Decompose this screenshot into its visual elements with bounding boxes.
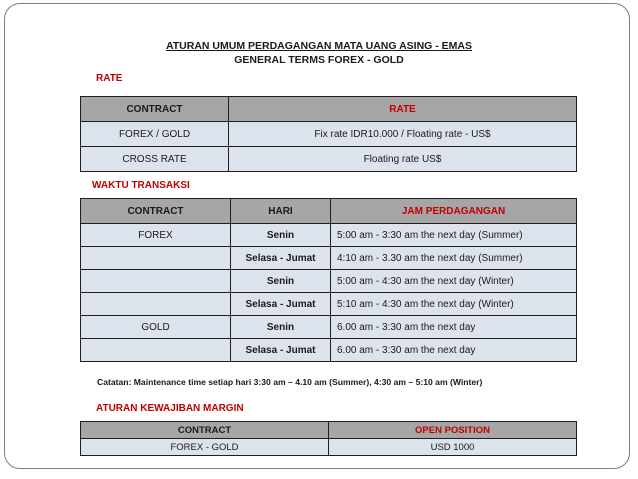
table-cell: FOREX - GOLD — [81, 439, 329, 456]
table-cell: 5:10 am - 4:30 am the next day (Winter) — [331, 293, 577, 316]
table-cell: USD 1000 — [329, 439, 577, 456]
table-cell: Senin — [231, 270, 331, 293]
table-header-row — [81, 422, 577, 439]
table-row — [81, 247, 577, 270]
header-cell: CONTRACT — [81, 97, 229, 122]
table-cell: Floating rate US$ — [229, 147, 577, 172]
table-cell: 5:00 am - 3:30 am the next day (Summer) — [331, 224, 577, 247]
table-cell — [81, 247, 231, 270]
table-cell — [81, 293, 231, 316]
table-cell: Selasa - Jumat — [231, 247, 331, 270]
table-header-row — [81, 199, 577, 224]
table-row — [81, 339, 577, 362]
maintenance-note: Catatan: Maintenance time setiap hari 3:30 am – 4.10 am (Summer), 4:30 am – 5:10 am (Winter) — [97, 377, 483, 387]
title-line-1: ATURAN UMUM PERDAGANGAN MATA UANG ASING - EMAS — [165, 40, 473, 52]
table-cell: Selasa - Jumat — [231, 339, 331, 362]
margin-table — [80, 421, 577, 456]
table-cell: FOREX — [81, 224, 231, 247]
table-row — [81, 122, 577, 147]
rate-table — [80, 96, 577, 172]
title-line-2: GENERAL TERMS FOREX - GOLD — [234, 54, 404, 66]
table-row — [81, 316, 577, 339]
table-cell: Senin — [231, 316, 331, 339]
header-cell: CONTRACT — [81, 422, 329, 439]
header-cell: CONTRACT — [81, 199, 231, 224]
header-cell: HARI — [231, 199, 331, 224]
table-cell: 6.00 am - 3:30 am the next day — [331, 316, 577, 339]
table-row — [81, 270, 577, 293]
table-header-row — [81, 97, 577, 122]
table-cell: Senin — [231, 224, 331, 247]
table-cell — [81, 270, 231, 293]
margin-section-label: ATURAN KEWAJIBAN MARGIN — [96, 403, 244, 414]
waktu-section-label: WAKTU TRANSAKSI — [92, 180, 190, 191]
table-cell: 5:00 am - 4:30 am the next day (Winter) — [331, 270, 577, 293]
table-cell: 6.00 am - 3:30 am the next day — [331, 339, 577, 362]
table-cell: FOREX / GOLD — [81, 122, 229, 147]
header-cell: RATE — [229, 97, 577, 122]
page-title — [0, 39, 638, 67]
table-cell: Selasa - Jumat — [231, 293, 331, 316]
table-row — [81, 293, 577, 316]
table-cell: 4:10 am - 3.30 am the next day (Summer) — [331, 247, 577, 270]
table-row — [81, 439, 577, 456]
table-cell: CROSS RATE — [81, 147, 229, 172]
table-cell: GOLD — [81, 316, 231, 339]
table-row — [81, 147, 577, 172]
table-cell — [81, 339, 231, 362]
waktu-table — [80, 198, 577, 362]
header-cell: OPEN POSITION — [329, 422, 577, 439]
table-cell: Fix rate IDR10.000 / Floating rate - US$ — [229, 122, 577, 147]
header-cell: JAM PERDAGANGAN — [331, 199, 577, 224]
table-row — [81, 224, 577, 247]
rate-section-label: RATE — [96, 73, 123, 84]
